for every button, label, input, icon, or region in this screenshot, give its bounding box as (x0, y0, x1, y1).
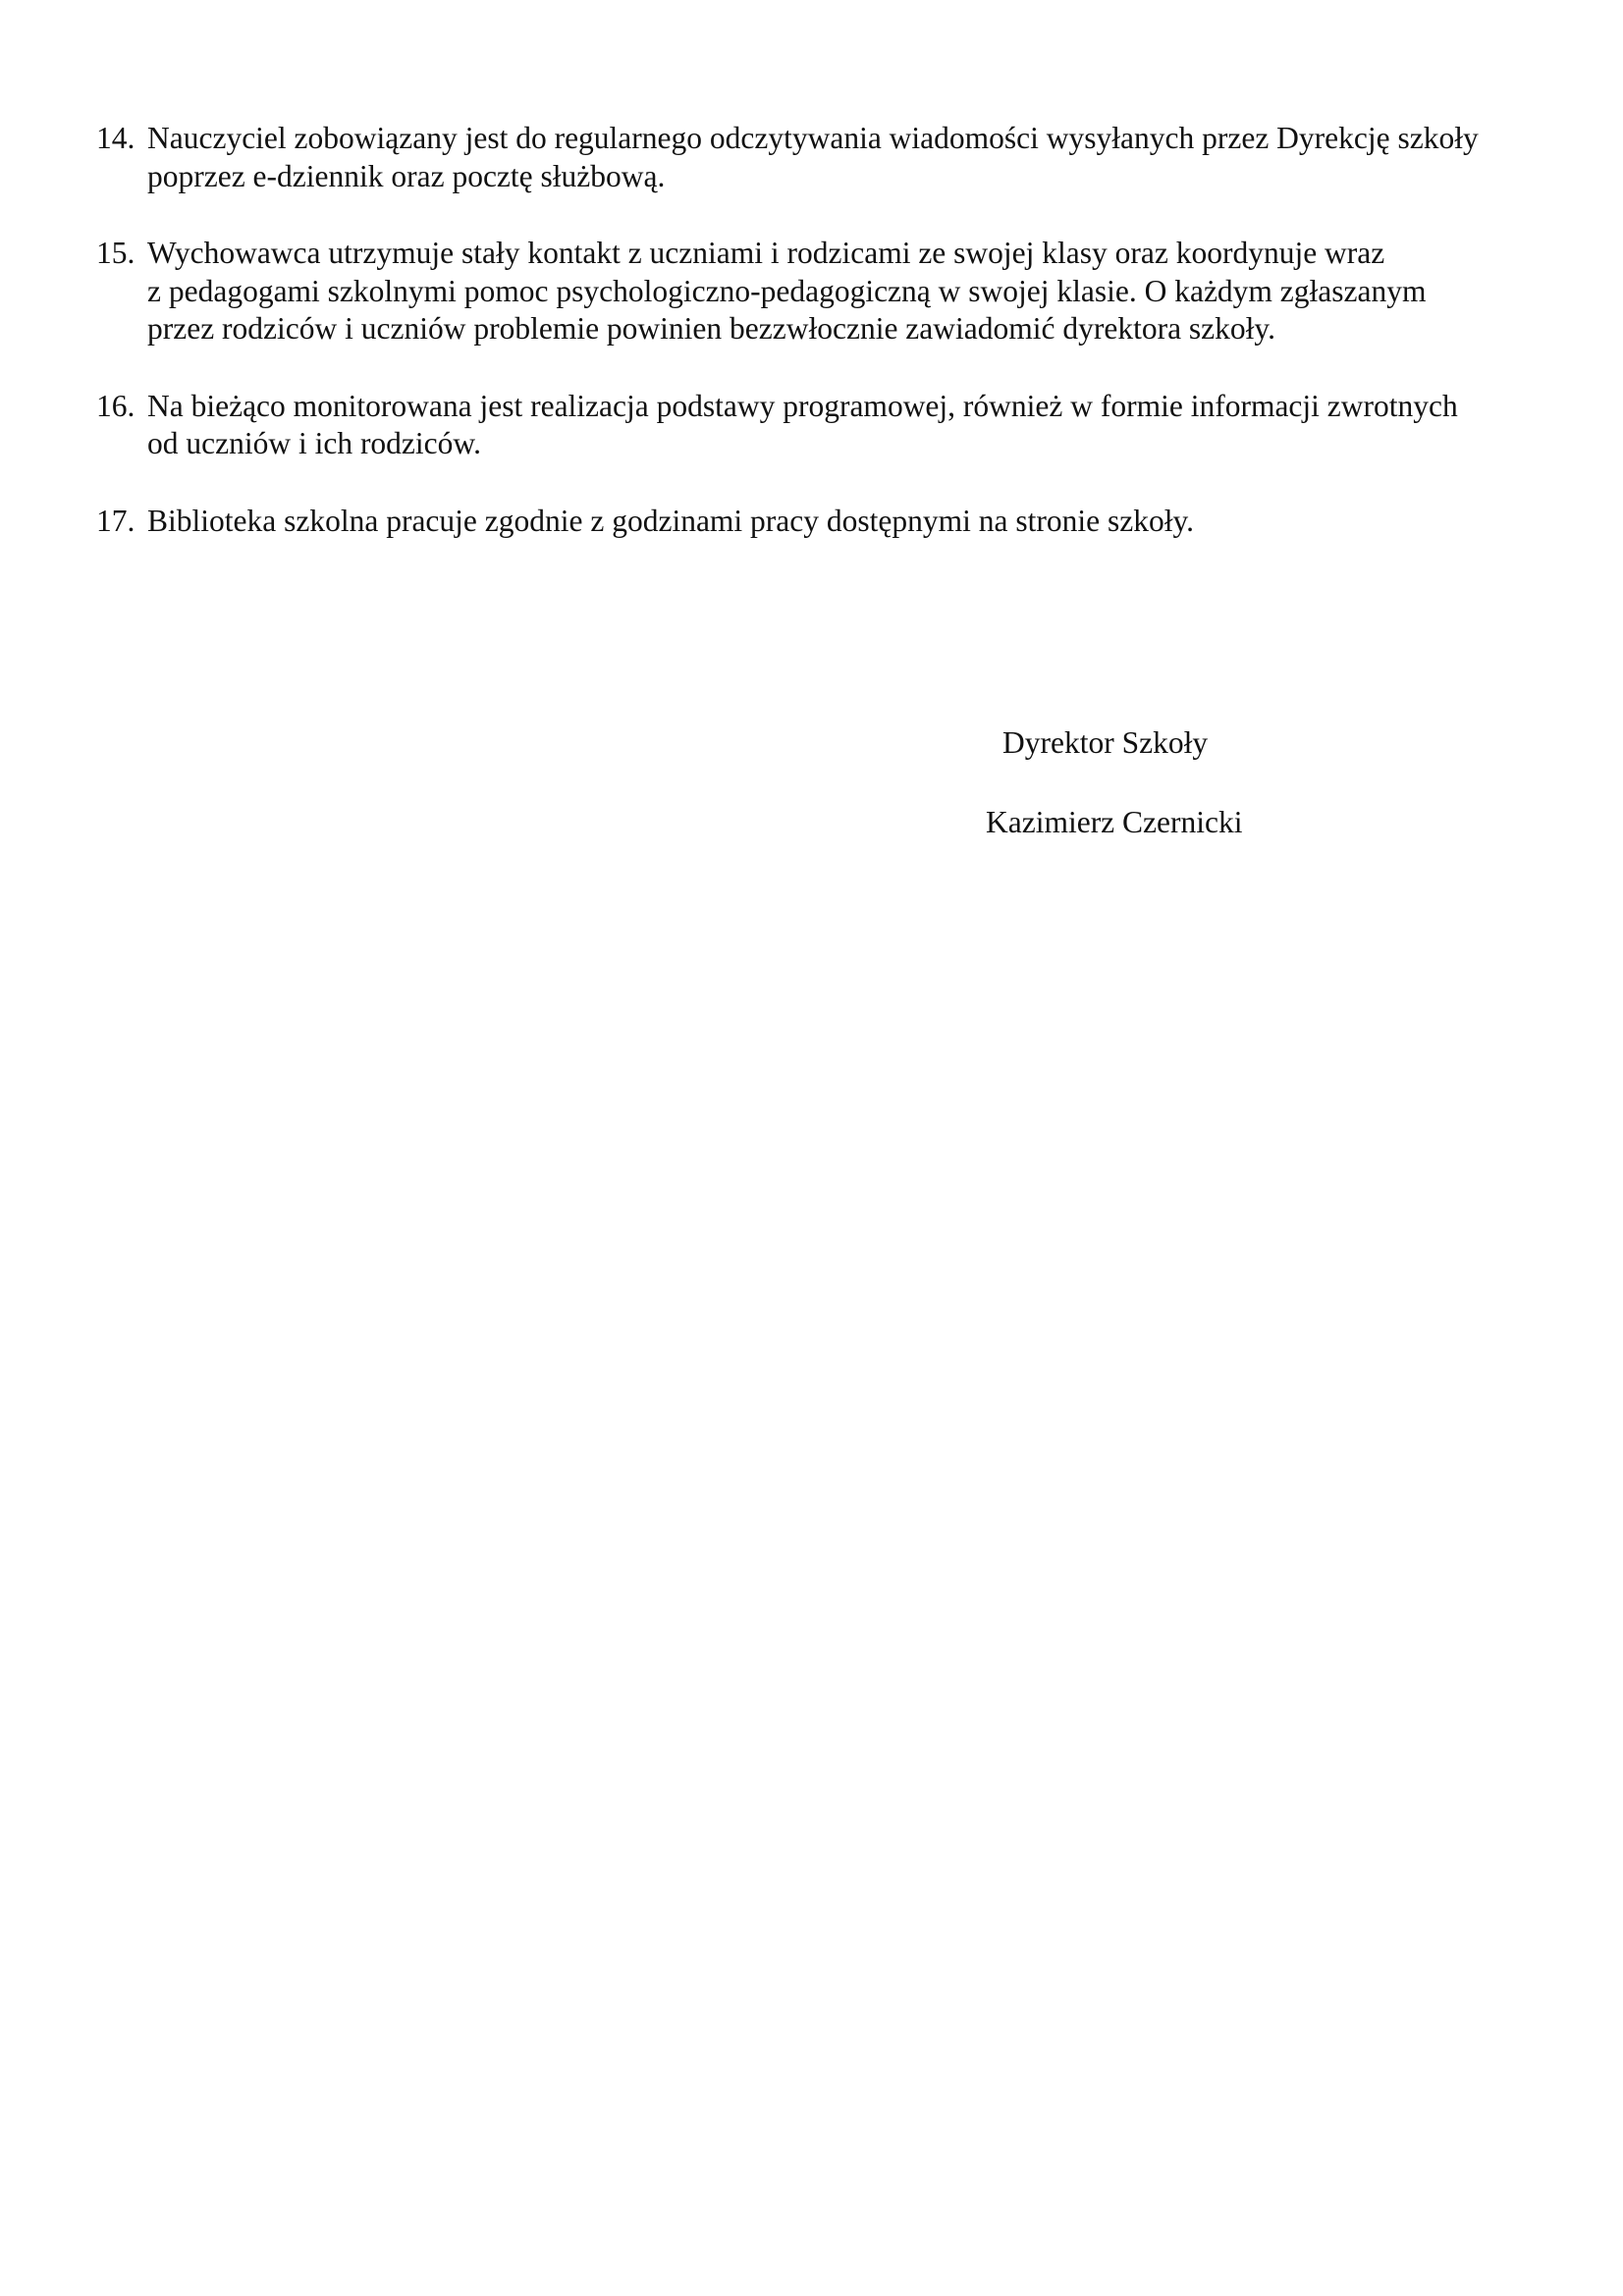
list-item-line: Na bieżąco monitorowana jest realizacja podstawy programowej, również w formie informacji zwrotnych (147, 388, 1458, 423)
list-item-number: 17. (96, 503, 135, 538)
list-item-line: poprzez e-dziennik oraz pocztę służbową. (147, 158, 666, 193)
list-item-number: 15. (96, 236, 135, 270)
list-item-line: Biblioteka szkolna pracuje zgodnie z godzinami pracy dostępnymi na stronie szkoły. (147, 503, 1195, 538)
list-item (96, 235, 1569, 348)
signature-title: Dyrektor Szkoły (1002, 725, 1209, 760)
list-item-line: Nauczyciel zobowiązany jest do regularnego odczytywania wiadomości wysyłanych przez Dyrekcję szkoły (147, 121, 1479, 155)
list-item-line: z pedagogami szkolnymi pomoc psychologiczno-pedagogiczną w swojej klasie. O każdym zgłaszanym (147, 273, 1427, 308)
numbered-list (96, 120, 1569, 579)
list-item-number: 16. (96, 388, 135, 423)
list-item-line: przez rodziców i uczniów problemie powinien bezzwłocznie zawiadomić dyrektora szkoły. (147, 311, 1275, 346)
list-item-number: 14. (96, 121, 135, 155)
list-item (96, 503, 1569, 541)
signature-name: Kazimierz Czernicki (986, 805, 1243, 839)
list-item (96, 120, 1569, 195)
list-item-line: od uczniów i ich rodziców. (147, 426, 481, 460)
list-item (96, 388, 1569, 463)
list-item-line: Wychowawca utrzymuje stały kontakt z uczniami i rodzicami ze swojej klasy oraz koordynuje wraz (147, 236, 1385, 270)
